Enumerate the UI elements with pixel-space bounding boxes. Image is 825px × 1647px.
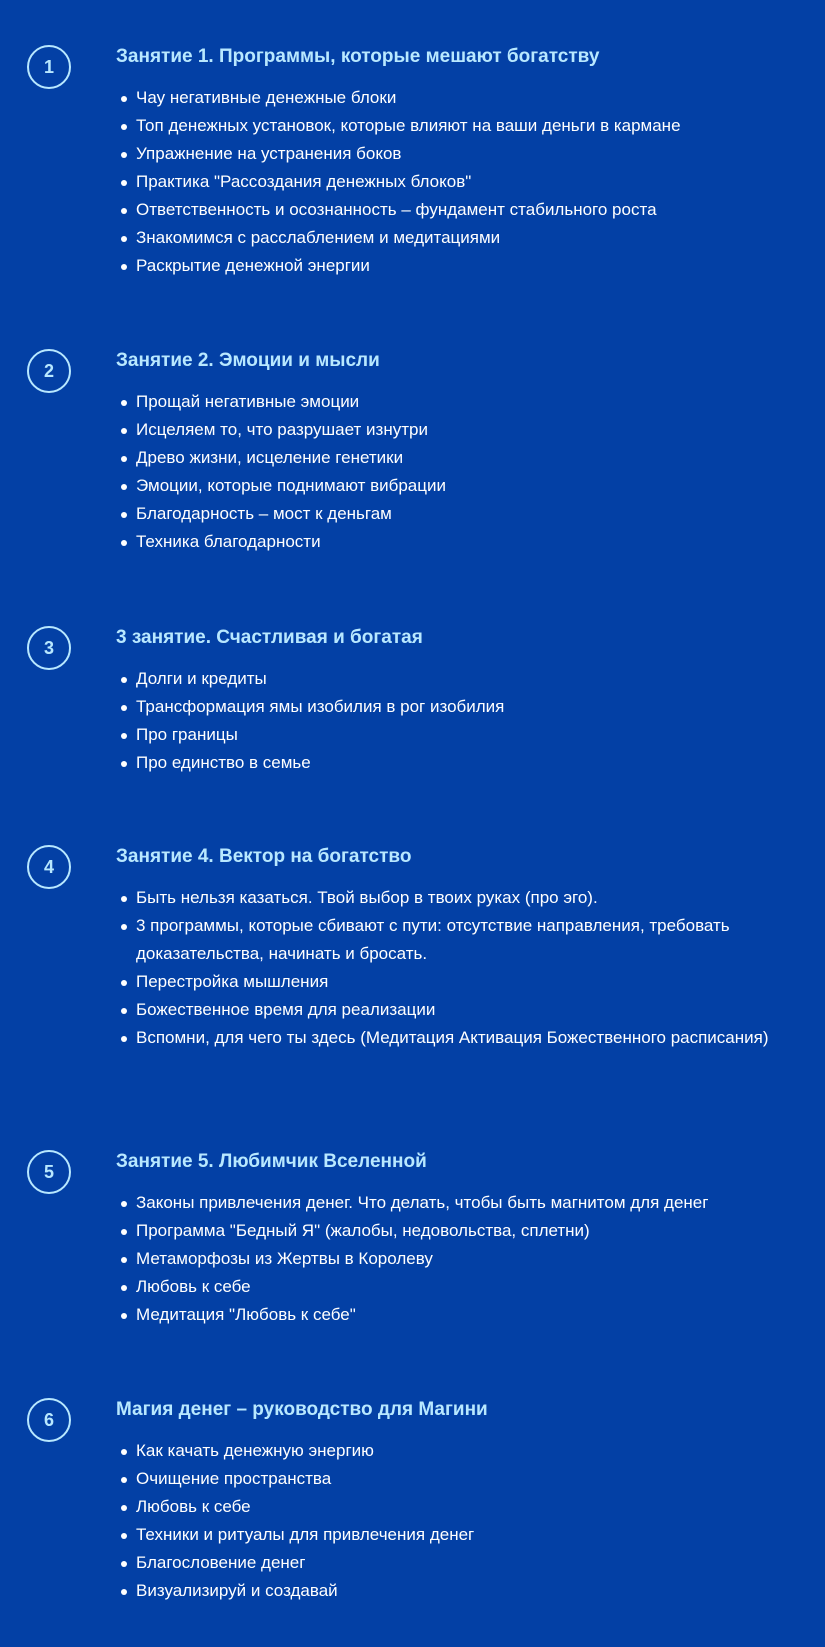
lesson-title: Магия денег – руководство для Магини — [116, 1399, 488, 1420]
topic-list — [116, 884, 776, 1052]
list-item: Раскрытие денежной энергии — [116, 252, 786, 280]
list-item: Практика "Рассоздания денежных блоков" — [116, 168, 786, 196]
topic-list — [116, 84, 786, 280]
list-item: Знакомимся с расслаблением и медитациями — [116, 224, 786, 252]
list-item: Любовь к себе — [116, 1493, 786, 1521]
list-item: Древо жизни, исцеление генетики — [116, 444, 786, 472]
list-item: Упражнение на устранения боков — [116, 140, 786, 168]
list-item: Благословение денег — [116, 1549, 786, 1577]
list-item: Перестройка мышления — [116, 968, 776, 996]
list-item: Программа "Бедный Я" (жалобы, недовольства, сплетни) — [116, 1217, 786, 1245]
lesson-number-badge: 5 — [27, 1150, 71, 1194]
lesson-title: Занятие 4. Вектор на богатство — [116, 846, 412, 867]
list-item: Ответственность и осознанность – фундамент стабильного роста — [116, 196, 786, 224]
list-item: Вспомни, для чего ты здесь (Медитация Активация Божественного расписания) — [116, 1024, 776, 1052]
list-item: Очищение пространства — [116, 1465, 786, 1493]
list-item: Техника благодарности — [116, 528, 786, 556]
list-item: Медитация "Любовь к себе" — [116, 1301, 786, 1329]
list-item: Визуализируй и создавай — [116, 1577, 786, 1605]
lesson-number-badge: 4 — [27, 845, 71, 889]
lesson-number-badge: 3 — [27, 626, 71, 670]
list-item: Божественное время для реализации — [116, 996, 776, 1024]
topic-list — [116, 665, 786, 777]
lesson-title: Занятие 1. Программы, которые мешают богатству — [116, 46, 600, 67]
list-item: Быть нельзя казаться. Твой выбор в твоих руках (про эго). — [116, 884, 776, 912]
lesson-number-badge: 6 — [27, 1398, 71, 1442]
list-item: Долги и кредиты — [116, 665, 786, 693]
list-item: Метаморфозы из Жертвы в Королеву — [116, 1245, 786, 1273]
list-item: Законы привлечения денег. Что делать, чтобы быть магнитом для денег — [116, 1189, 786, 1217]
list-item: Исцеляем то, что разрушает изнутри — [116, 416, 786, 444]
list-item: Трансформация ямы изобилия в рог изобилия — [116, 693, 786, 721]
list-item: Топ денежных установок, которые влияют на ваши деньги в кармане — [116, 112, 786, 140]
list-item: Как качать денежную энергию — [116, 1437, 786, 1465]
topic-list — [116, 1437, 786, 1605]
lesson-number-badge: 2 — [27, 349, 71, 393]
list-item: Прощай негативные эмоции — [116, 388, 786, 416]
topic-list — [116, 388, 786, 556]
list-item: Любовь к себе — [116, 1273, 786, 1301]
list-item: Техники и ритуалы для привлечения денег — [116, 1521, 786, 1549]
lesson-title: Занятие 2. Эмоции и мысли — [116, 350, 380, 371]
lesson-title: Занятие 5. Любимчик Вселенной — [116, 1151, 427, 1172]
list-item: Эмоции, которые поднимают вибрации — [116, 472, 786, 500]
list-item: Чау негативные денежные блоки — [116, 84, 786, 112]
list-item: Благодарность – мост к деньгам — [116, 500, 786, 528]
topic-list — [116, 1189, 786, 1329]
list-item: 3 программы, которые сбивают с пути: отсутствие направления, требовать доказательства, начинать и бросать. — [116, 912, 776, 968]
list-item: Про границы — [116, 721, 786, 749]
lesson-title: 3 занятие. Счастливая и богатая — [116, 627, 423, 648]
lesson-number-badge: 1 — [27, 45, 71, 89]
list-item: Про единство в семье — [116, 749, 786, 777]
